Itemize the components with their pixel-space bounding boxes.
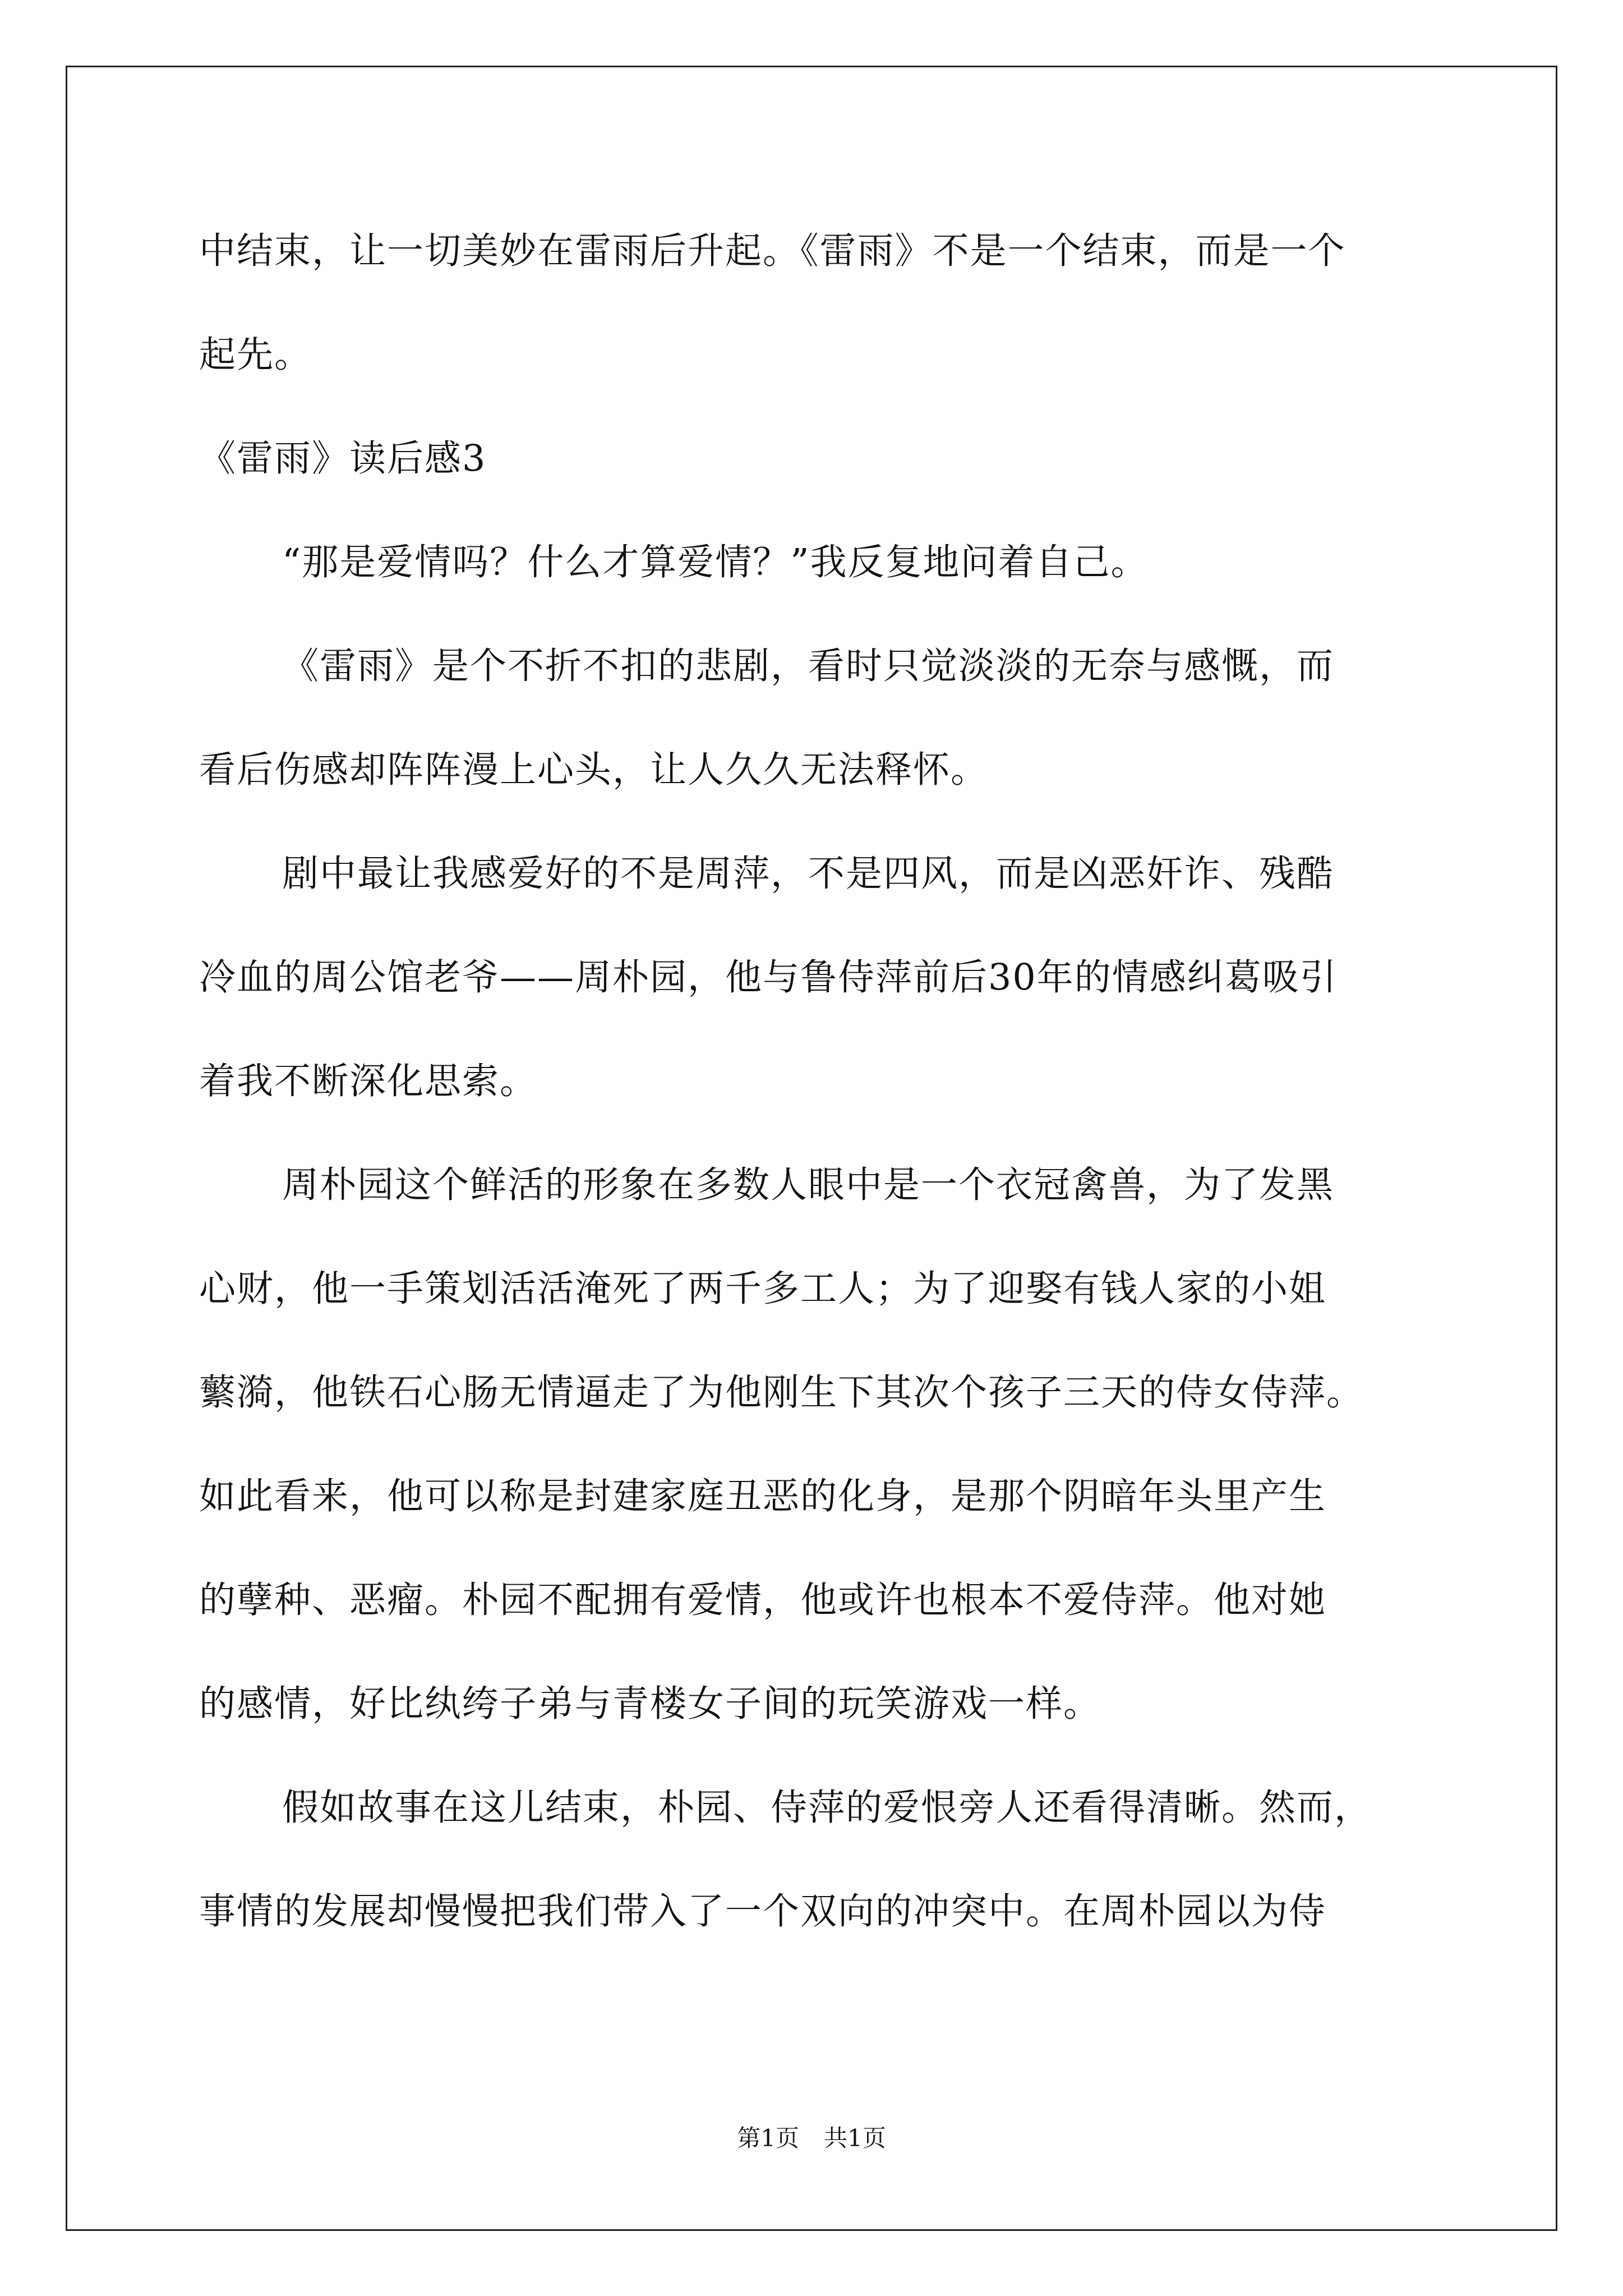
text-line: 假如故事在这儿结束，朴园、侍萍的爱恨旁人还看得清晰。然而， — [282, 1787, 1372, 1829]
text-line: 的感情，好比纨绔子弟与青楼女子间的玩笑游戏一样。 — [199, 1683, 1101, 1725]
page-total: 共1页 — [824, 2124, 886, 2152]
text-line: 剧中最让我感爱好的不是周萍，不是四风，而是凶恶奸诈、残酷 — [282, 853, 1335, 895]
text-line: 冷血的周公馆老爷——周朴园，他与鲁侍萍前后30年的情感纠葛吸引 — [199, 956, 1338, 999]
page-footer — [0, 2122, 1623, 2155]
text-line: 事情的发展却慢慢把我们带入了一个双向的冲突中。在周朴园以为侍 — [199, 1890, 1327, 1932]
page-number: 第1页 — [737, 2124, 799, 2152]
text-line: 的孽种、恶瘤。朴园不配拥有爱情，他或许也根本不爱侍萍。他对她 — [199, 1579, 1327, 1621]
document-body — [199, 199, 1422, 2045]
section-heading: 《雷雨》读后感3 — [199, 438, 487, 480]
text-line: 周朴园这个鲜活的形象在多数人眼中是一个衣冠禽兽，为了发黑 — [282, 1164, 1335, 1206]
text-line: 起先。 — [199, 334, 312, 376]
text-line: 心财，他一手策划活活淹死了两千多工人；为了迎娶有钱人家的小姐 — [199, 1268, 1327, 1310]
text-line: 看后伤感却阵阵漫上心头，让人久久无法释怀。 — [199, 749, 989, 791]
text-line: 中结束，让一切美妙在雷雨后升起。《雷雨》不是一个结束，而是一个 — [199, 230, 1346, 272]
text-line: 蘩漪，他铁石心肠无情逼走了为他刚生下其次个孩子三天的侍女侍萍。 — [199, 1372, 1364, 1414]
text-line: 着我不断深化思索。 — [199, 1060, 538, 1102]
text-line: “那是爱情吗？什么才算爱情？”我反复地问着自己。 — [282, 541, 1149, 583]
text-line: 如此看来，他可以称是封建家庭丑恶的化身，是那个阴暗年头里产生 — [199, 1475, 1327, 1517]
text-line: 《雷雨》是个不折不扣的悲剧，看时只觉淡淡的无奈与感慨，而 — [282, 645, 1335, 687]
